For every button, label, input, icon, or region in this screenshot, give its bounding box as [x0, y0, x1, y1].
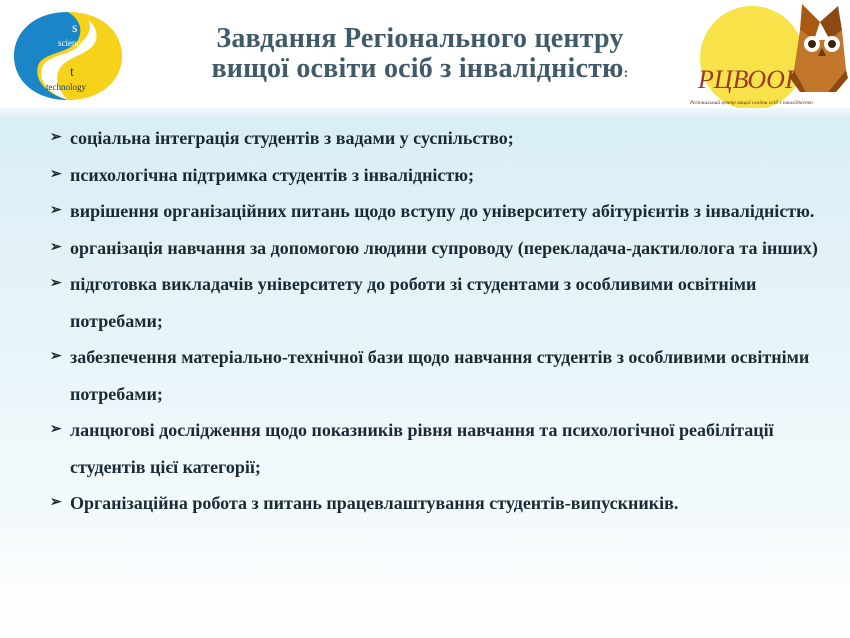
logo-tagline: Регіональний центр вищої освіти осіб з інвалідністю: [690, 100, 813, 106]
list-item: [50, 193, 840, 230]
list-item: [50, 230, 840, 267]
science-technology-logo: [12, 10, 124, 102]
list-item: [50, 339, 840, 412]
list-item-text: соціальна інтеграція студентів з вадами у суспільство;: [70, 128, 514, 148]
list-item: [50, 266, 840, 339]
arrow-bullet-icon: ➢: [50, 422, 62, 437]
rcvooi-owl-logo: [690, 0, 850, 108]
arrow-bullet-icon: ➢: [50, 239, 62, 255]
list-item-text: вирішення організаційних питань щодо вступу до університету абітурієнтів з інвалідністю.: [70, 201, 815, 221]
list-item-text: Організаційна робота з питань працевлаштування студентів-випускників.: [70, 493, 679, 513]
title-line-2: [150, 54, 690, 89]
arrow-bullet-icon: ➢: [50, 495, 62, 510]
logo-letter-t: t: [70, 65, 74, 80]
list-item-text: психологічна підтримка студентів з інвалідністю;: [70, 164, 475, 185]
list-item-text: підготовка викладачів університету до роботи зі студентами з особливими освітніми потребами;: [70, 274, 757, 331]
title-line-2-text: вищої освіти осіб з інвалідністю: [211, 53, 624, 84]
logo-brand-name: РЦВООІ: [698, 65, 794, 94]
title-line-1: Завдання Регіонального центру: [216, 23, 624, 54]
list-item: [50, 412, 840, 485]
arrow-bullet-icon: ➢: [50, 203, 62, 218]
logo-word-technology: technology: [46, 82, 86, 92]
list-item-text: ланцюгові дослідження щодо показників рівня навчання та психологічної реабілітації студентів цієї категорії;: [70, 420, 774, 477]
logo-word-science: science: [58, 38, 85, 48]
title-colon: :: [623, 66, 629, 81]
list-item: [50, 157, 840, 194]
tasks-list: [50, 120, 840, 522]
arrow-bullet-icon: ➢: [50, 130, 62, 145]
page-title: [150, 24, 690, 89]
list-item: [50, 485, 840, 522]
list-item-text: організація навчання за допомогою людини супроводу (перекладача-дактилолога та інших): [70, 237, 818, 258]
list-item-text: забезпечення матеріально-технічної бази щодо навчання студентів з особливими освітніми потребами;: [70, 347, 810, 404]
arrow-bullet-icon: ➢: [50, 276, 62, 291]
arrow-bullet-icon: ➢: [50, 166, 62, 182]
arrow-bullet-icon: ➢: [50, 349, 62, 364]
list-item: [50, 120, 840, 157]
logo-letter-s: s: [72, 21, 78, 36]
owl-icon: [790, 4, 848, 92]
